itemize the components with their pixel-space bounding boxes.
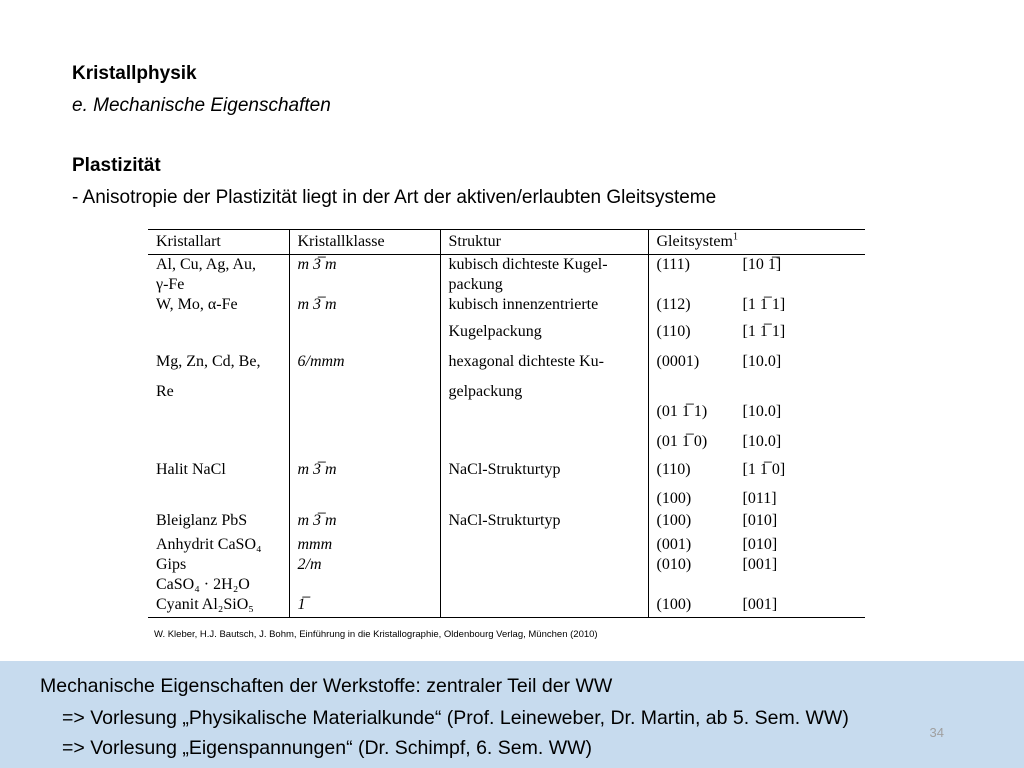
footnote-marker: 1 [732, 231, 738, 243]
table-header-row [148, 230, 865, 255]
slip-direction: [10.0] [742, 433, 782, 450]
cell-struktur: gelpackung [440, 382, 648, 402]
header-gleitsystem [648, 230, 865, 255]
cell-struktur: kubisch dichteste Kugel- [440, 255, 648, 276]
header-gleitsystem-label: Gleitsystem [656, 233, 733, 250]
cell-struktur: Kugelpackung [440, 322, 648, 352]
slide-title: Kristallphysik [72, 63, 197, 84]
table-row [148, 255, 865, 276]
footer-line-1: Mechanische Eigenschaften der Werkstoffe: zentraler Teil der WW [40, 675, 613, 697]
cell-kristallart [148, 322, 289, 352]
cell-kristallart: γ-Fe [156, 276, 185, 293]
slip-plane: (01 1̅ 0) [656, 433, 708, 450]
cell-kristallart [148, 489, 289, 511]
cell-gleitsystem [648, 489, 865, 511]
slip-plane: (111) [656, 256, 690, 273]
table-row [148, 575, 865, 595]
cell-struktur: NaCl-Strukturtyp [440, 460, 648, 489]
cell-gleitsystem [648, 295, 865, 322]
cell-kristallklasse: 1̅ [289, 595, 440, 617]
table-row [148, 352, 865, 382]
slip-plane: (110) [656, 323, 691, 340]
slip-direction: [1 1̅ 0] [742, 461, 786, 478]
cell-kristallklasse [289, 432, 440, 460]
slip-direction: [001] [742, 556, 778, 573]
cell-kristallklasse [289, 275, 440, 295]
cell-kristallklasse [289, 402, 440, 432]
gleitsystem-table [148, 229, 865, 618]
section-heading: Plastizität [72, 155, 161, 176]
cell-gleitsystem [648, 255, 865, 276]
cell-struktur [440, 402, 648, 432]
table-row [148, 295, 865, 322]
cell-kristallart: Anhydrit CaSO₄ [156, 536, 262, 553]
cell-gleitsystem [648, 555, 865, 575]
cell-kristallklasse: 6/mmm [289, 352, 440, 382]
cell-kristallklasse: 2/m [289, 555, 440, 575]
header-struktur: Struktur [440, 230, 648, 255]
cell-gleitsystem [648, 511, 865, 535]
slip-plane: (0001) [656, 353, 700, 370]
cell-kristallklasse: m 3̅ m [289, 511, 440, 535]
footer-line-3: => Vorlesung „Eigenspannungen“ (Dr. Schimpf, 6. Sem. WW) [62, 737, 592, 759]
cell-kristallart: Halit NaCl [156, 461, 226, 478]
slip-plane: (010) [656, 556, 692, 573]
cell-gleitsystem [648, 595, 865, 617]
cell-kristallart: Gips [156, 556, 187, 573]
cell-gleitsystem [648, 382, 865, 402]
bullet-text: - Anisotropie der Plastizität liegt in der Art der aktiven/erlaubten Gleitsysteme [72, 187, 717, 208]
cell-struktur [440, 535, 648, 555]
table-row [148, 275, 865, 295]
table-row [148, 555, 865, 575]
cell-kristallart: Mg, Zn, Cd, Be, [156, 353, 261, 370]
cell-kristallart: CaSO₄ · 2H₂O [156, 576, 250, 593]
slip-plane: (100) [656, 490, 692, 507]
cell-kristallklasse: m 3̅ m [289, 255, 440, 276]
slip-plane: (112) [656, 296, 691, 313]
citation: W. Kleber, H.J. Bautsch, J. Bohm, Einführung in die Kristallographie, Oldenbourg Verlag, München (2010) [154, 629, 598, 640]
slip-plane: (100) [656, 596, 692, 613]
footer-box [0, 661, 1024, 768]
header-kristallklasse: Kristallklasse [289, 230, 440, 255]
cell-gleitsystem [648, 460, 865, 489]
cell-kristallklasse [289, 382, 440, 402]
cell-struktur: NaCl-Strukturtyp [440, 511, 648, 535]
cell-kristallklasse: m 3̅ m [289, 295, 440, 322]
table-row [148, 322, 865, 352]
slip-direction: [010] [742, 512, 778, 529]
cell-kristallklasse [289, 575, 440, 595]
cell-struktur: kubisch innenzentrierte [440, 295, 648, 322]
cell-gleitsystem [648, 402, 865, 432]
slip-plane: (001) [656, 536, 692, 553]
slip-plane: (01 1̅ 1) [656, 403, 708, 420]
cell-kristallart [148, 402, 289, 432]
slip-direction: [001] [742, 596, 778, 613]
cell-kristallart: Re [156, 383, 174, 400]
slip-plane: (110) [656, 461, 691, 478]
cell-kristallart [148, 432, 289, 460]
cell-kristallklasse [289, 489, 440, 511]
header-kristallart: Kristallart [148, 230, 289, 255]
table-row [148, 432, 865, 460]
cell-struktur [440, 575, 648, 595]
cell-kristallart: Cyanit Al₂SiO₅ [156, 596, 254, 613]
table-row [148, 535, 865, 555]
slip-direction: [1 1̅ 1] [742, 323, 786, 340]
cell-kristallart: W, Mo, α-Fe [156, 296, 238, 313]
slide-subtitle: e. Mechanische Eigenschaften [72, 95, 331, 116]
cell-struktur: hexagonal dichteste Ku- [440, 352, 648, 382]
slip-direction: [010] [742, 536, 778, 553]
slip-direction: [10.0] [742, 353, 782, 370]
slip-direction: [1 1̅ 1] [742, 296, 786, 313]
table-row [148, 382, 865, 402]
cell-kristallart: Bleiglanz PbS [156, 512, 248, 529]
slip-direction: [011] [742, 490, 777, 507]
cell-gleitsystem [648, 432, 865, 460]
footer-line-2: => Vorlesung „Physikalische Materialkunde“ (Prof. Leineweber, Dr. Martin, ab 5. Sem. WW) [62, 707, 849, 729]
cell-struktur [440, 489, 648, 511]
cell-kristallklasse: m 3̅ m [289, 460, 440, 489]
cell-kristallklasse [289, 322, 440, 352]
cell-struktur [440, 432, 648, 460]
cell-struktur [440, 555, 648, 575]
cell-kristallart: Al, Cu, Ag, Au, [156, 256, 257, 273]
cell-gleitsystem [648, 352, 865, 382]
table-row [148, 595, 865, 617]
table-row [148, 460, 865, 489]
table-row [148, 511, 865, 535]
cell-kristallklasse: mmm [289, 535, 440, 555]
cell-struktur [440, 595, 648, 617]
page-number: 34 [929, 725, 944, 740]
table-row [148, 402, 865, 432]
cell-gleitsystem [648, 322, 865, 352]
slip-plane: (100) [656, 512, 692, 529]
slip-direction: [10.0] [742, 403, 782, 420]
cell-gleitsystem [648, 275, 865, 295]
cell-gleitsystem [648, 535, 865, 555]
cell-struktur: packung [440, 275, 648, 295]
table-row [148, 489, 865, 511]
cell-gleitsystem [648, 575, 865, 595]
slip-direction: [10 1̅] [742, 256, 782, 273]
